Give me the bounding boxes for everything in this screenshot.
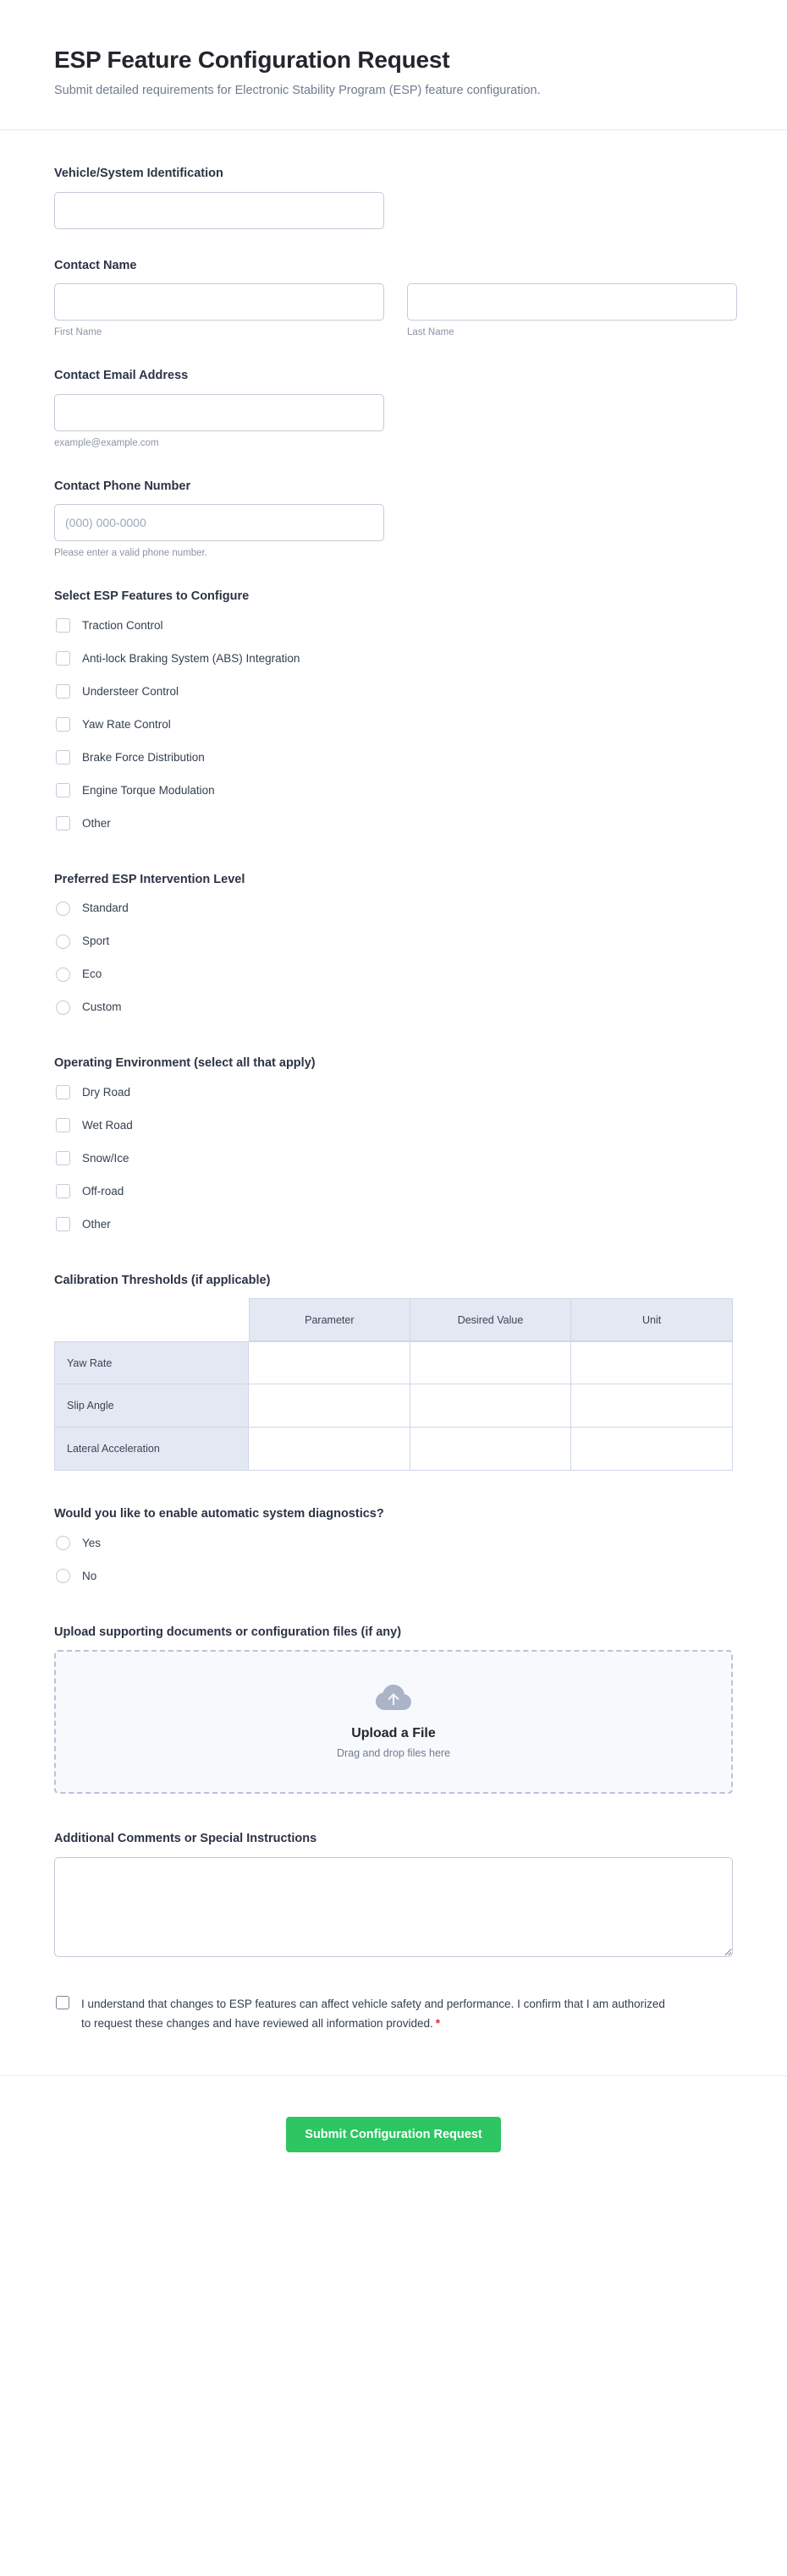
contact-phone-label: Contact Phone Number [54,479,191,493]
table-cell[interactable] [410,1341,572,1384]
operating-environment-option-label: Snow/Ice [82,1151,129,1165]
field-operating-environment [54,1055,733,1236]
row-label-slip-angle: Slip Angle [54,1384,249,1428]
intervention-level-option[interactable] [54,963,733,985]
esp-features-list [54,615,733,835]
checkbox-icon[interactable] [56,1085,70,1099]
radio-icon[interactable] [56,902,70,916]
column-header-parameter: Parameter [249,1298,410,1341]
table-corner-cell [54,1298,249,1341]
esp-feature-option[interactable] [54,780,733,802]
column-header-unit: Unit [571,1298,733,1341]
submit-button[interactable]: Submit Configuration Request [286,2117,500,2152]
radio-icon[interactable] [56,1000,70,1015]
row-label-yaw-rate: Yaw Rate [54,1341,249,1384]
intervention-level-option-label: Standard [82,902,129,915]
row-label-lateral-acceleration: Lateral Acceleration [54,1428,249,1471]
upload-title: Upload a File [351,1726,436,1741]
submit-area [54,2083,733,2203]
table-cell[interactable] [410,1384,572,1428]
field-vehicle-identification [54,166,733,229]
esp-feature-option[interactable] [54,747,733,769]
radio-icon[interactable] [56,1569,70,1583]
operating-environment-option-label: Wet Road [82,1118,133,1132]
form-header [0,0,787,130]
field-contact-name [54,258,733,340]
first-name-input[interactable] [54,283,384,321]
table-cell[interactable] [249,1341,410,1384]
diagnostics-option-no[interactable] [54,1565,733,1587]
file-dropzone[interactable] [54,1650,733,1794]
operating-environment-list [54,1082,733,1236]
esp-feature-label: Other [82,816,111,830]
contact-name-label: Contact Name [54,258,137,272]
calibration-thresholds-label: Calibration Thresholds (if applicable) [54,1273,271,1287]
operating-environment-option[interactable] [54,1082,733,1104]
intervention-level-option[interactable] [54,897,733,919]
page-subtitle: Submit detailed requirements for Electronic Stability Program (ESP) feature configuration. [54,84,541,98]
field-diagnostics [54,1506,733,1587]
file-upload-label: Upload supporting documents or configuration files (if any) [54,1625,402,1639]
diagnostics-option-label: Yes [82,1537,102,1550]
esp-feature-label: Understeer Control [82,684,179,698]
last-name-sublabel: Last Name [407,327,454,338]
checkbox-icon[interactable] [56,783,70,797]
required-marker: * [435,2017,441,2031]
checkbox-icon[interactable] [56,717,70,732]
esp-feature-option[interactable] [54,615,733,637]
intervention-level-option[interactable] [54,930,733,952]
consent-text-block [81,1994,674,2033]
checkbox-icon[interactable] [56,816,70,830]
esp-features-label: Select ESP Features to Configure [54,589,250,603]
checkbox-icon[interactable] [56,618,70,633]
consent-checkbox-icon[interactable] [56,1996,69,2009]
esp-feature-label: Traction Control [82,618,163,632]
intervention-level-list [54,897,733,1018]
consent-text: I understand that changes to ESP features can affect vehicle safety and performance. I confirm that I am authorized to request these changes and have reviewed all information provided. [81,1997,665,2031]
checkbox-icon[interactable] [56,1184,70,1198]
footer-divider [0,2075,787,2076]
table-cell[interactable] [571,1428,733,1471]
intervention-level-option[interactable] [54,996,733,1018]
field-intervention-level [54,872,733,1019]
page-title: ESP Feature Configuration Request [54,47,450,73]
vehicle-identification-label: Vehicle/System Identification [54,166,223,180]
intervention-level-option-label: Sport [82,934,110,948]
contact-email-sublabel: example@example.com [54,437,159,448]
esp-feature-label: Anti-lock Braking System (ABS) Integration [82,651,300,665]
additional-comments-label: Additional Comments or Special Instructions [54,1832,317,1846]
radio-icon[interactable] [56,934,70,949]
operating-environment-option-label: Dry Road [82,1085,131,1099]
field-additional-comments [54,1831,733,1957]
consent-row[interactable] [54,1994,733,2033]
operating-environment-option-label: Off-road [82,1184,124,1198]
field-calibration-thresholds [54,1273,733,1472]
intervention-level-label: Preferred ESP Intervention Level [54,872,245,886]
form-body [0,137,787,2203]
upload-hint: Drag and drop files here [336,1747,451,1760]
checkbox-icon[interactable] [56,651,70,666]
checkbox-icon[interactable] [56,684,70,699]
contact-name-row [54,283,733,339]
table-cell[interactable] [571,1341,733,1384]
operating-environment-option[interactable] [54,1115,733,1137]
operating-environment-option[interactable] [54,1181,733,1203]
field-contact-email [54,368,733,450]
table-header-row [54,1298,733,1341]
diagnostics-list [54,1532,733,1587]
contact-email-input[interactable] [54,394,384,431]
last-name-input[interactable] [407,283,737,321]
table-cell[interactable] [410,1428,572,1471]
contact-phone-input[interactable] [54,504,384,541]
esp-feature-option[interactable] [54,648,733,670]
radio-icon[interactable] [56,1536,70,1550]
esp-feature-option[interactable] [54,813,733,835]
operating-environment-option-label: Other [82,1217,111,1230]
contact-phone-sublabel: Please enter a valid phone number. [54,548,207,559]
header-divider [0,129,787,130]
diagnostics-label: Would you like to enable automatic system diagnostics? [54,1507,384,1521]
first-name-group [54,283,384,339]
checkbox-icon[interactable] [56,1118,70,1132]
esp-feature-label: Brake Force Distribution [82,750,205,764]
esp-feature-label: Engine Torque Modulation [82,783,215,797]
intervention-level-option-label: Eco [82,967,102,981]
contact-email-label: Contact Email Address [54,369,189,382]
table-cell[interactable] [249,1428,410,1471]
cloud-upload-icon [376,1685,411,1716]
checkbox-icon[interactable] [56,1151,70,1165]
last-name-group [407,283,737,339]
additional-comments-textarea[interactable] [54,1857,733,1957]
calibration-table [54,1298,733,1471]
field-contact-phone [54,479,733,561]
vehicle-identification-input[interactable] [54,192,384,229]
esp-feature-option[interactable] [54,681,733,703]
field-file-upload [54,1625,733,1795]
diagnostics-option-yes[interactable] [54,1532,733,1554]
operating-environment-label: Operating Environment (select all that apply) [54,1056,316,1071]
intervention-level-option-label: Custom [82,1000,122,1014]
esp-feature-label: Yaw Rate Control [82,717,171,731]
first-name-sublabel: First Name [54,327,102,338]
calibration-table-head [54,1298,733,1341]
table-row [54,1341,733,1384]
field-esp-features [54,589,733,835]
calibration-table-body [54,1341,733,1471]
table-row [54,1384,733,1428]
table-row [54,1428,733,1471]
radio-icon[interactable] [56,967,70,982]
operating-environment-option[interactable] [54,1214,733,1236]
diagnostics-option-label: No [82,1570,97,1583]
checkbox-icon[interactable] [56,1217,70,1231]
esp-feature-option[interactable] [54,714,733,736]
checkbox-icon[interactable] [56,750,70,765]
table-cell[interactable] [249,1384,410,1428]
table-cell[interactable] [571,1384,733,1428]
operating-environment-option[interactable] [54,1148,733,1170]
column-header-desired-value: Desired Value [410,1298,572,1341]
